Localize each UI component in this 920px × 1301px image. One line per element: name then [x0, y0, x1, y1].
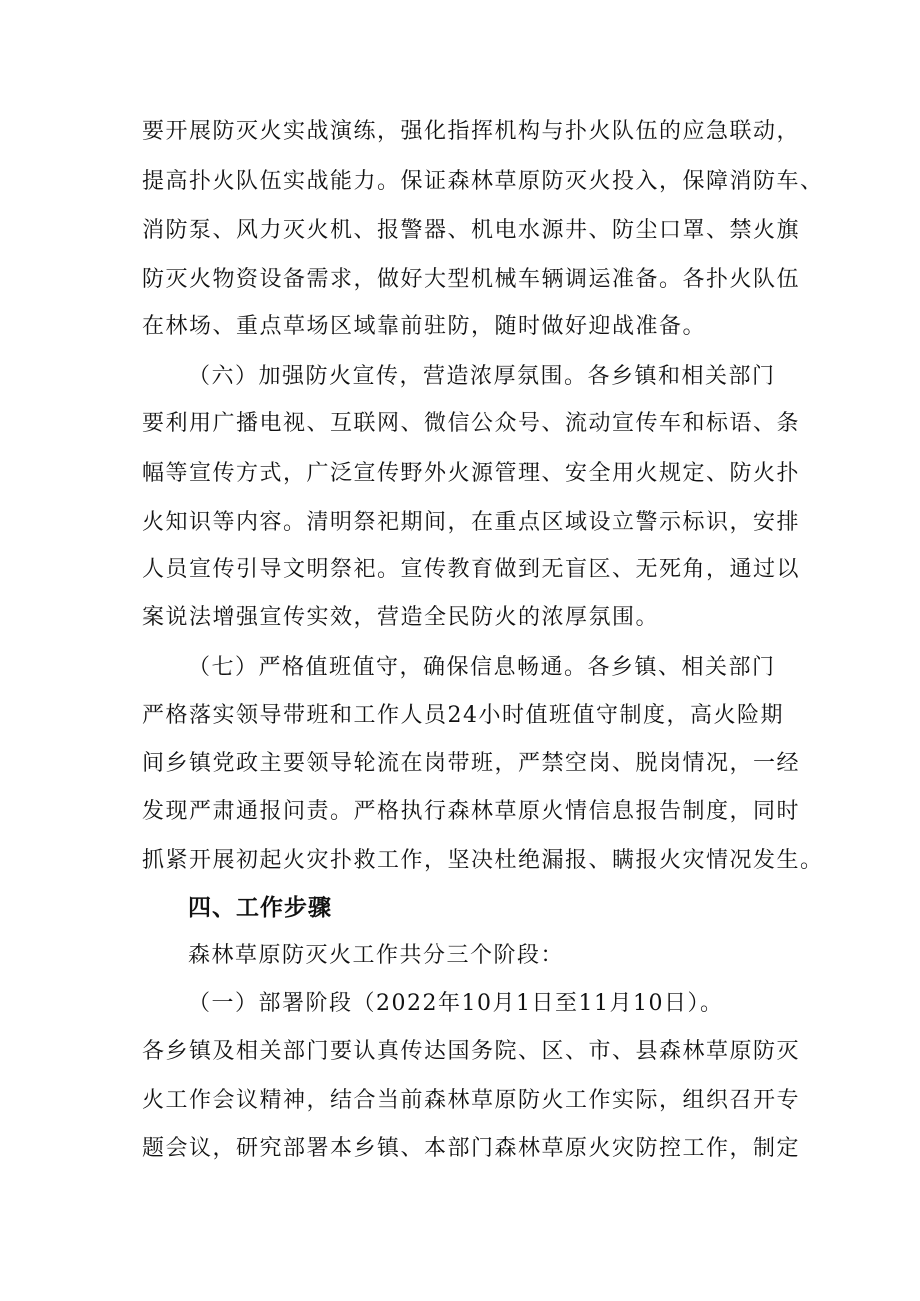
text-line: 严格落实领导带班和工作人员24小时值班值守制度，高火险期	[142, 703, 784, 728]
text-line: （七）严格值班值守，确保信息畅通。各乡镇、相关部门	[188, 655, 776, 680]
text-line: 幅等宣传方式，广泛宣传野外火源管理、安全用火规定、防火扑	[142, 461, 801, 486]
text-line: 间乡镇党政主要领导轮流在岗带班，严禁空岗、脱岗情况，一经	[142, 751, 801, 776]
text-line: （一）部署阶段（2022年10月1日至11月10日）。	[188, 991, 724, 1016]
text-line: 人员宣传引导文明祭祀。宣传教育做到无盲区、无死角，通过以	[142, 557, 801, 582]
text-line: 火工作会议精神，结合当前森林草原防火工作实际，组织召开专	[142, 1088, 801, 1113]
text-line: 发现严肃通报问责。严格执行森林草原火情信息报告制度，同时	[142, 799, 801, 824]
text-line: 提高扑火队伍实战能力。保证森林草原防灭火投入，保障消防车、	[142, 169, 824, 194]
text-line: 火知识等内容。清明祭祀期间，在重点区域设立警示标识，安排	[142, 510, 801, 535]
section-heading: 四、工作步骤	[188, 895, 332, 921]
text-line: 各乡镇及相关部门要认真传达国务院、区、市、县森林草原防灭	[142, 1039, 801, 1064]
text-line: 要利用广播电视、互联网、微信公众号、流动宣传车和标语、条	[142, 411, 801, 436]
text-line: 题会议，研究部署本乡镇、本部门森林草原火灾防控工作，制定	[142, 1136, 801, 1161]
text-line: 案说法增强宣传实效，营造全民防火的浓厚氛围。	[142, 605, 660, 630]
text-line: 消防泵、风力灭火机、报警器、机电水源井、防尘口罩、禁火旗	[142, 218, 801, 243]
text-line: 防灭火物资设备需求，做好大型机械车辆调运准备。各扑火队伍	[142, 267, 801, 292]
text-line: 在林场、重点草场区域靠前驻防，随时做好迎战准备。	[142, 314, 707, 339]
text-line: （六）加强防火宣传，营造浓厚氛围。各乡镇和相关部门	[188, 364, 776, 389]
text-line: 森林草原防灭火工作共分三个阶段：	[188, 943, 565, 968]
text-line: 抓紧开展初起火灾扑救工作，坚决杜绝漏报、瞒报火灾情况发生。	[142, 848, 824, 873]
text-line: 要开展防灭火实战演练，强化指挥机构与扑火队伍的应急联动，	[142, 119, 801, 144]
